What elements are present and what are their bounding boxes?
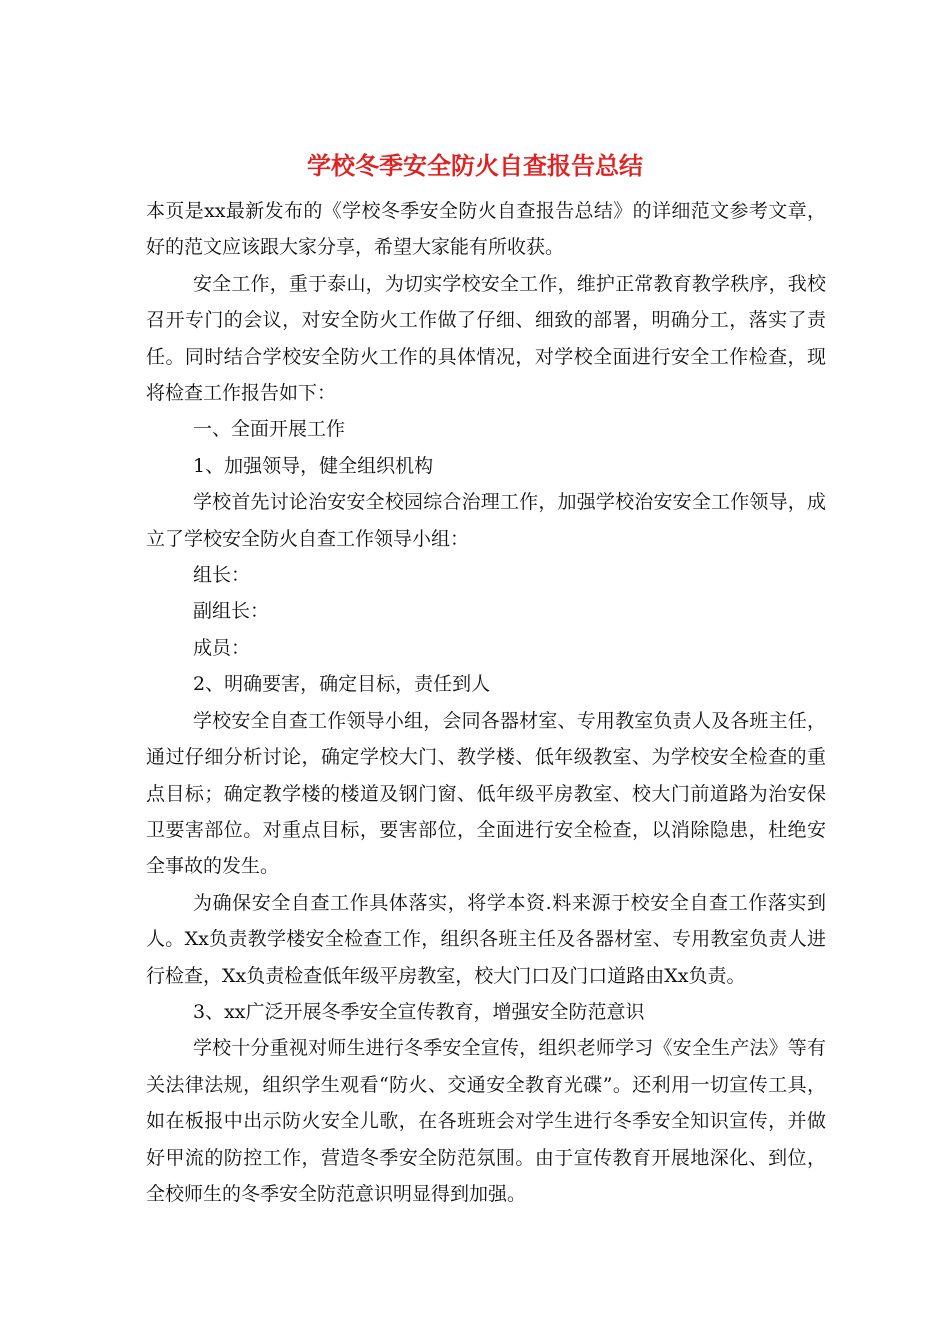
subsection-heading: 2、明确要害，确定目标，责任到人 xyxy=(193,673,491,696)
document-title: 学校冬季安全防火自查报告总结 xyxy=(307,151,643,180)
body-paragraph: 为确保安全自查工作具体落实，将学本资.料来源于校安全自查工作落实到人。Xx负责教学楼安全检查工作，组织各班主任及各器材室、专用教室负责人进行检查，Xx负责检查低年级平房教室，校大门口及门口道路由Xx负责。 xyxy=(146,891,826,987)
list-item: 成员： xyxy=(193,636,251,659)
section-heading: 一、全面开展工作 xyxy=(193,418,346,441)
intro-paragraph: 本页是xx最新发布的《学校冬季安全防火自查报告总结》的详细范文参考文章，好的范文应该跟大家分享，希望大家能有所收获。 xyxy=(146,200,826,259)
subsection-heading: 1、加强领导，健全组织机构 xyxy=(193,454,434,477)
list-item: 组长： xyxy=(193,564,251,587)
subsection-heading: 3、xx广泛开展冬季安全宣传教育，增强安全防范意识 xyxy=(193,1000,645,1023)
list-item: 副组长： xyxy=(193,600,270,623)
body-paragraph: 学校安全自查工作领导小组，会同各器材室、专用教室负责人及各班主任，通过仔细分析讨论，确定学校大门、教学楼、低年级教室、为学校安全检查的重点目标；确定教学楼的楼道及钢门窗、低年级平房教室、校大门前道路为治安保卫要害部位。对重点目标，要害部位，全面进行安全检查，以消除隐患，杜绝安全事故的发生。 xyxy=(146,709,826,878)
body-paragraph: 学校首先讨论治安安全校园综合治理工作，加强学校治安安全工作领导，成立了学校安全防火自查工作领导小组： xyxy=(146,491,826,550)
body-paragraph: 学校十分重视对师生进行冬季安全宣传，组织老师学习《安全生产法》等有关法律法规，组织学生观看“防火、交通安全教育光碟”。还利用一切宣传工具，如在板报中出示防火安全儿歌，在各班班会对学生进行冬季安全知识宣传，并做好甲流的防控工作，营造冬季安全防范氛围。由于宣传教育开展地深化、到位，全校师生的冬季安全防范意识明显得到加强。 xyxy=(146,1037,826,1205)
body-paragraph: 安全工作，重于泰山，为切实学校安全工作，维护正常教育教学秩序，我校召开专门的会议，对安全防火工作做了仔细、细致的部署，明确分工，落实了责任。同时结合学校安全防火工作的具体情况，对学校全面进行安全工作检查，现将检查工作报告如下： xyxy=(146,272,826,405)
document-body xyxy=(146,193,826,1212)
